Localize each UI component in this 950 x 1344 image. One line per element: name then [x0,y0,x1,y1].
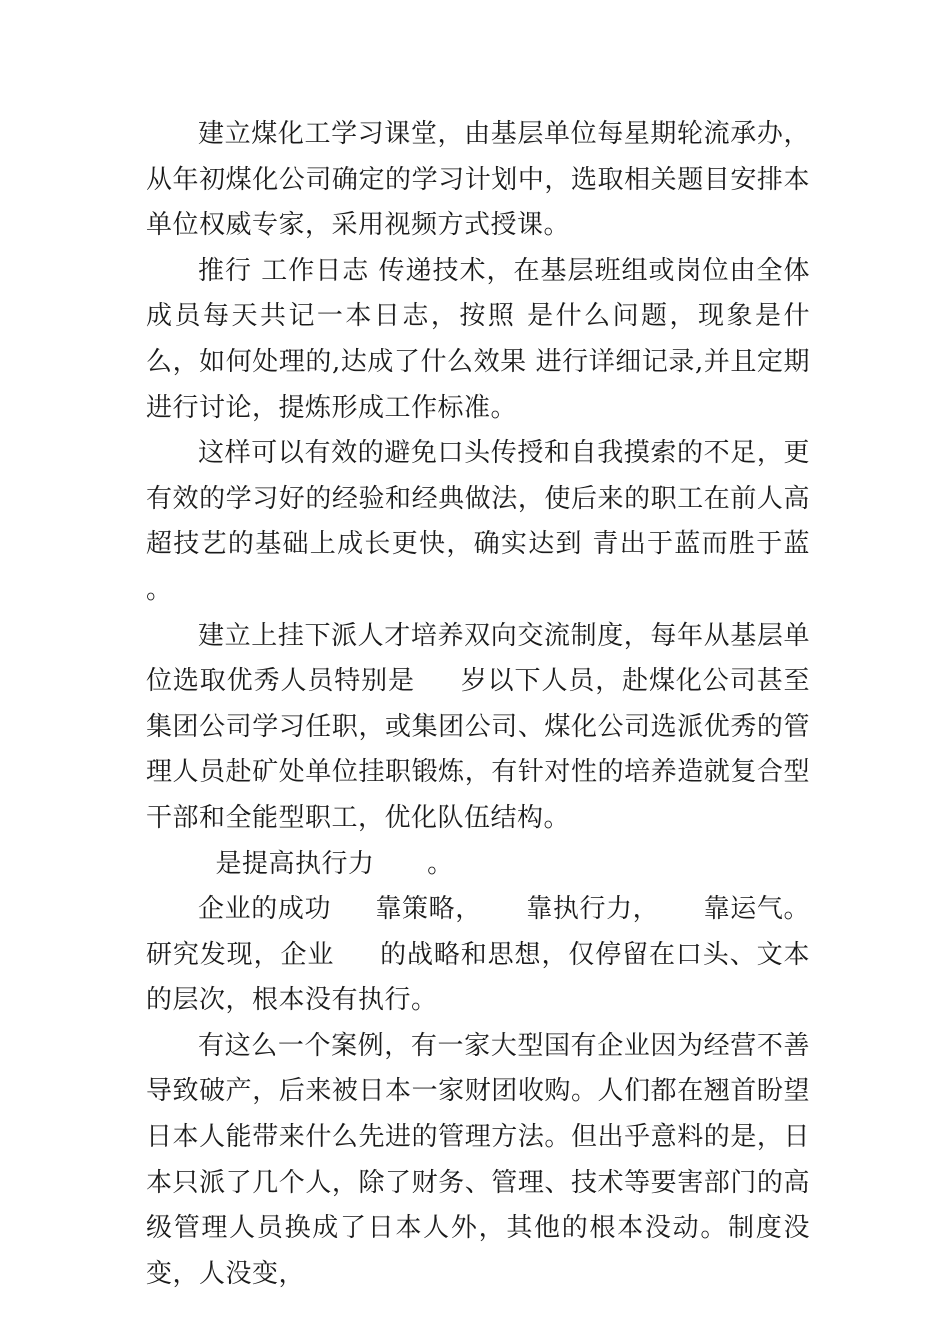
paragraph-case-study: 有这么一个案例，有一家大型国有企业因为经营不善导致破产，后来被日本一家财团收购。人们都在翘首盼望日本人能带来什么先进的管理方法。但出乎意料的是，日本只派了几个人，除了财务、管理、技术等要害部门的高级管理人员换成了日本人外，其他的根本没动。制度没变，人没变， [146,1030,810,1289]
paragraph-work-log: 推行 工作日志 传递技术，在基层班组或岗位由全体成员每天共记一本日志，按照 是什么问题，现象是什么，如何处理的,达成了什么效果 进行详细记录,并且定期进行讨论，提炼形成工作标准。 [146,255,810,423]
section-heading-execution: 是提高执行力 。 [198,848,454,879]
paragraph-avoid-oral-teaching: 这样可以有效的避免口头传授和自我摸索的不足，更有效的学习好的经验和经典做法，使后来的职工在前人高超技艺的基础上成长更快，确实达到 青出于蓝而胜于蓝 。 [146,438,819,605]
document-body [146,112,819,1297]
paragraph-study-classroom: 建立煤化工学习课堂，由基层单位每星期轮流承办，从年初煤化公司确定的学习计划中，选取相关题目安排本单位权威专家，采用视频方式授课。 [146,119,810,241]
paragraph-enterprise-success: 企业的成功 靠策略， 靠执行力， 靠运气。研究发现，企业 的战略和思想，仅停留在口头、文本的层次，根本没有执行。 [146,894,810,1016]
paragraph-talent-exchange: 建立上挂下派人才培养双向交流制度，每年从基层单位选取优秀人员特别是 岁以下人员，赴煤化公司甚至集团公司学习任职，或集团公司、煤化公司选派优秀的管理人员赴矿处单位挂职锻炼，有针对性的培养造就复合型干部和全能型职工，优化队伍结构。 [146,620,810,833]
